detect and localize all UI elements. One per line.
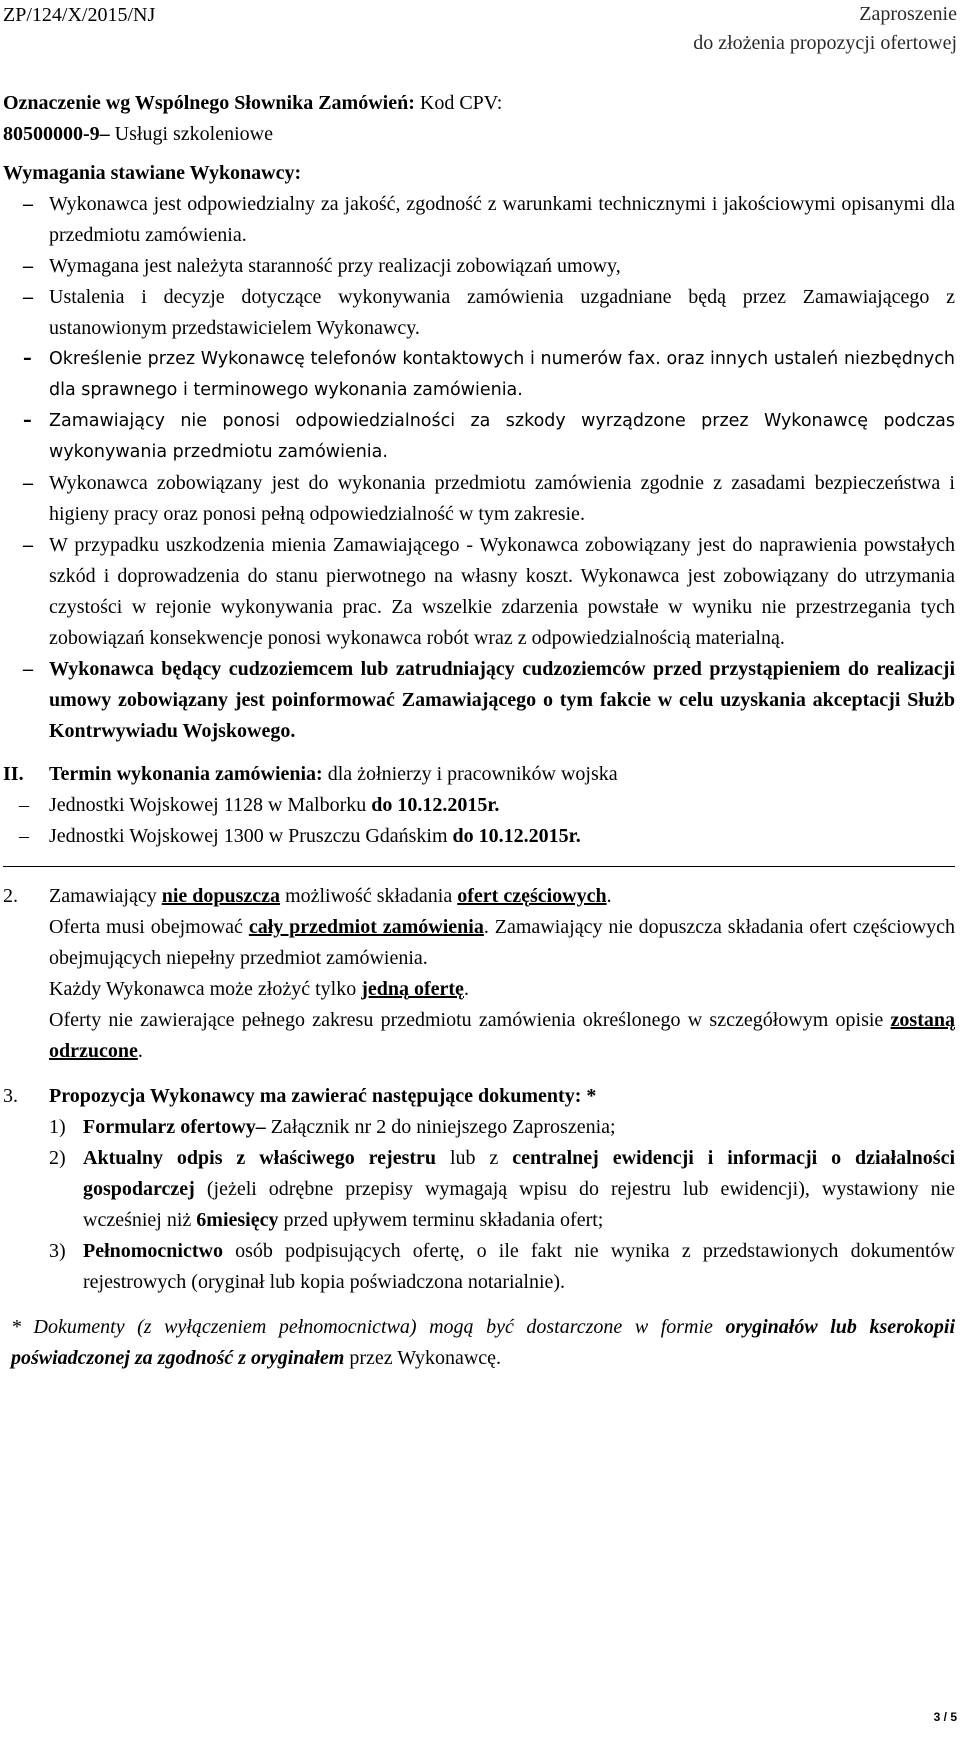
- page-number: 3 / 5: [933, 1710, 957, 1724]
- requirement-item: – Ustalenia i decyzje dotyczące wykonywania zamówienia uzgadniane będą przez Zamawiającego z ustanowionym przedstawicielem Wykonawcy.: [3, 282, 955, 344]
- text-span: .: [606, 885, 612, 907]
- point-2-line1: [49, 881, 955, 912]
- text-span: .: [137, 1040, 143, 1062]
- cpv-code: 80500000-9–: [3, 123, 110, 145]
- deadline-unit: Jednostki Wojskowej 1300 w Pruszczu Gdańskim: [49, 825, 448, 847]
- footnote: [3, 1312, 955, 1374]
- document-body: [3, 88, 955, 1374]
- text-span: Formularz ofertowy–: [83, 1116, 266, 1138]
- deadline-date: do 10.12.2015r.: [452, 825, 581, 847]
- requirements-list: [3, 189, 955, 747]
- requirement-item: – Zamawiający nie ponosi odpowiedzialności za szkody wyrządzone przez Wykonawcę podczas wykonywania przedmiotu zamówienia.: [3, 406, 955, 468]
- footnote-text: * Dokumenty (z wyłączeniem pełnomocnictwa) mogą być dostarczone w formie: [11, 1316, 713, 1338]
- item-number: 2): [49, 1147, 66, 1169]
- text-span: jedną ofertę: [361, 978, 464, 1000]
- text-span: (jeżeli odrębne przepisy wymagają wpisu do rejestru lub ewidencji), wystawiony nie wcześniej niż: [83, 1178, 955, 1231]
- item-number: 3): [49, 1240, 66, 1262]
- document-title-line1: Zaproszenie: [859, 3, 957, 25]
- text-span: ofert częściowych: [457, 885, 607, 907]
- section-ii: [3, 759, 955, 790]
- text-span: zostaną odrzucone: [49, 1009, 955, 1062]
- section-ii-heading-rest: dla żołnierzy i pracowników wojska: [327, 763, 618, 785]
- requirements-heading: Wymagania stawiane Wykonawcy:: [3, 162, 302, 184]
- text-span: centralnej ewidencji i informacji o działalności gospodarczej: [83, 1147, 956, 1200]
- text-span: przed upływem terminu składania ofert;: [278, 1209, 604, 1231]
- text-span: możliwość składania: [285, 885, 453, 907]
- text-span: 6miesięcy: [196, 1209, 279, 1231]
- text-span: . Zamawiający nie dopuszcza składania ofert częściowych obejmujących niepełny przedmiot zamówienia.: [49, 916, 956, 969]
- footnote-text: przez Wykonawcę.: [344, 1347, 502, 1369]
- point-3-heading: Propozycja Wykonawcy ma zawierać następujące dokumenty: *: [49, 1085, 597, 1107]
- requirement-item: – Wykonawca jest odpowiedzialny za jakość, zgodność z warunkami technicznymi i jakościowymi opisanymi dla przedmiotu zamówienia.: [3, 189, 955, 251]
- deadline-item: [3, 821, 955, 852]
- requirement-item: – Wymagana jest należyta staranność przy realizacji zobowiązań umowy,: [3, 251, 955, 282]
- document-title-line2: do złożenia propozycji ofertowej: [693, 32, 957, 54]
- document-item: [49, 1236, 955, 1298]
- section-ii-number: II.: [3, 763, 24, 785]
- text-span: .: [463, 978, 469, 1000]
- cpv-code-label: Kod CPV:: [419, 92, 503, 114]
- document-item: [49, 1112, 955, 1143]
- point-2-line2: [49, 912, 955, 974]
- cpv-line: [3, 88, 955, 150]
- requirement-item: – Określenie przez Wykonawcę telefonów kontaktowych i numerów fax. oraz innych ustaleń niezbędnych dla sprawnego i terminowego wykonania zamówienia.: [3, 344, 955, 406]
- document-item: [49, 1143, 955, 1236]
- text-span: Oferta musi obejmować: [49, 916, 243, 938]
- point-3-number: 3.: [3, 1085, 18, 1107]
- text-span: lub z: [436, 1147, 513, 1169]
- text-span: Załącznik nr 2 do niniejszego Zaproszenia;: [265, 1116, 616, 1138]
- text-span: cały przedmiot zamówienia: [248, 916, 484, 938]
- separator-line: [3, 866, 955, 867]
- text-span: Oferty nie zawierające pełnego zakresu przedmiotu zamówienia określonego w szczegółowym opisie: [49, 1009, 884, 1031]
- document-reference: ZP/124/X/2015/NJ: [3, 4, 156, 26]
- requirement-item: – Wykonawca zobowiązany jest do wykonania przedmiotu zamówienia zgodnie z zasadami bezpieczeństwa i higieny pracy oraz ponosi pełną odpowiedzialność w tym zakresie.: [3, 468, 955, 530]
- deadline-item: [3, 790, 955, 821]
- text-span: osób podpisujących ofertę, o ile fakt nie wynika z przedstawionych dokumentów rejestrowych (oryginał lub kopia poświadczona notarialnie).: [83, 1240, 955, 1293]
- document-title: [693, 0, 957, 58]
- documents-list: [49, 1112, 955, 1298]
- cpv-label: Oznaczenie wg Wspólnego Słownika Zamówień:: [3, 92, 415, 114]
- requirement-item: – Wykonawca będący cudzoziemcem lub zatrudniający cudzoziemców przed przystąpieniem do realizacji umowy zobowiązany jest poinformować Zamawiającego o tym fakcie w celu uzyskania akceptacji Służb Kontrwywiadu Wojskowego.: [3, 654, 955, 747]
- point-2-line4: [49, 1005, 955, 1067]
- deadline-unit: Jednostki Wojskowej 1128 w Malborku: [49, 794, 367, 816]
- cpv-code-description: Usługi szkoleniowe: [114, 123, 273, 145]
- text-span: nie dopuszcza: [161, 885, 281, 907]
- text-span: Każdy Wykonawca może złożyć tylko: [49, 978, 357, 1000]
- deadline-list: [3, 790, 955, 852]
- point-3: [3, 1081, 955, 1298]
- deadline-date: do 10.12.2015r.: [371, 794, 500, 816]
- text-span: Zamawiający: [49, 885, 157, 907]
- footnote-text: oryginałów lub kserokopii poświadczonej za zgodność z oryginałem: [11, 1316, 956, 1369]
- text-span: Pełnomocnictwo: [83, 1240, 223, 1262]
- text-span: Aktualny odpis z właściwego rejestru: [83, 1147, 437, 1169]
- point-2-line3: [49, 974, 955, 1005]
- item-number: 1): [49, 1116, 66, 1138]
- point-2-number: 2.: [3, 885, 18, 907]
- section-ii-heading: Termin wykonania zamówienia:: [49, 763, 323, 785]
- requirement-item: – W przypadku uszkodzenia mienia Zamawiającego - Wykonawca zobowiązany jest do naprawienia powstałych szkód i doprowadzenia do stanu pierwotnego na własny koszt. Wykonawca jest zobowiązany do utrzymania czystości w rejonie wykonywania prac. Za wszelkie zdarzenia powstałe w wyniku nie przestrzegania tych zobowiązań konsekwencje ponosi wykonawca robót wraz z odpowiedzialnością materialną.: [3, 530, 955, 654]
- point-2: [3, 881, 955, 1067]
